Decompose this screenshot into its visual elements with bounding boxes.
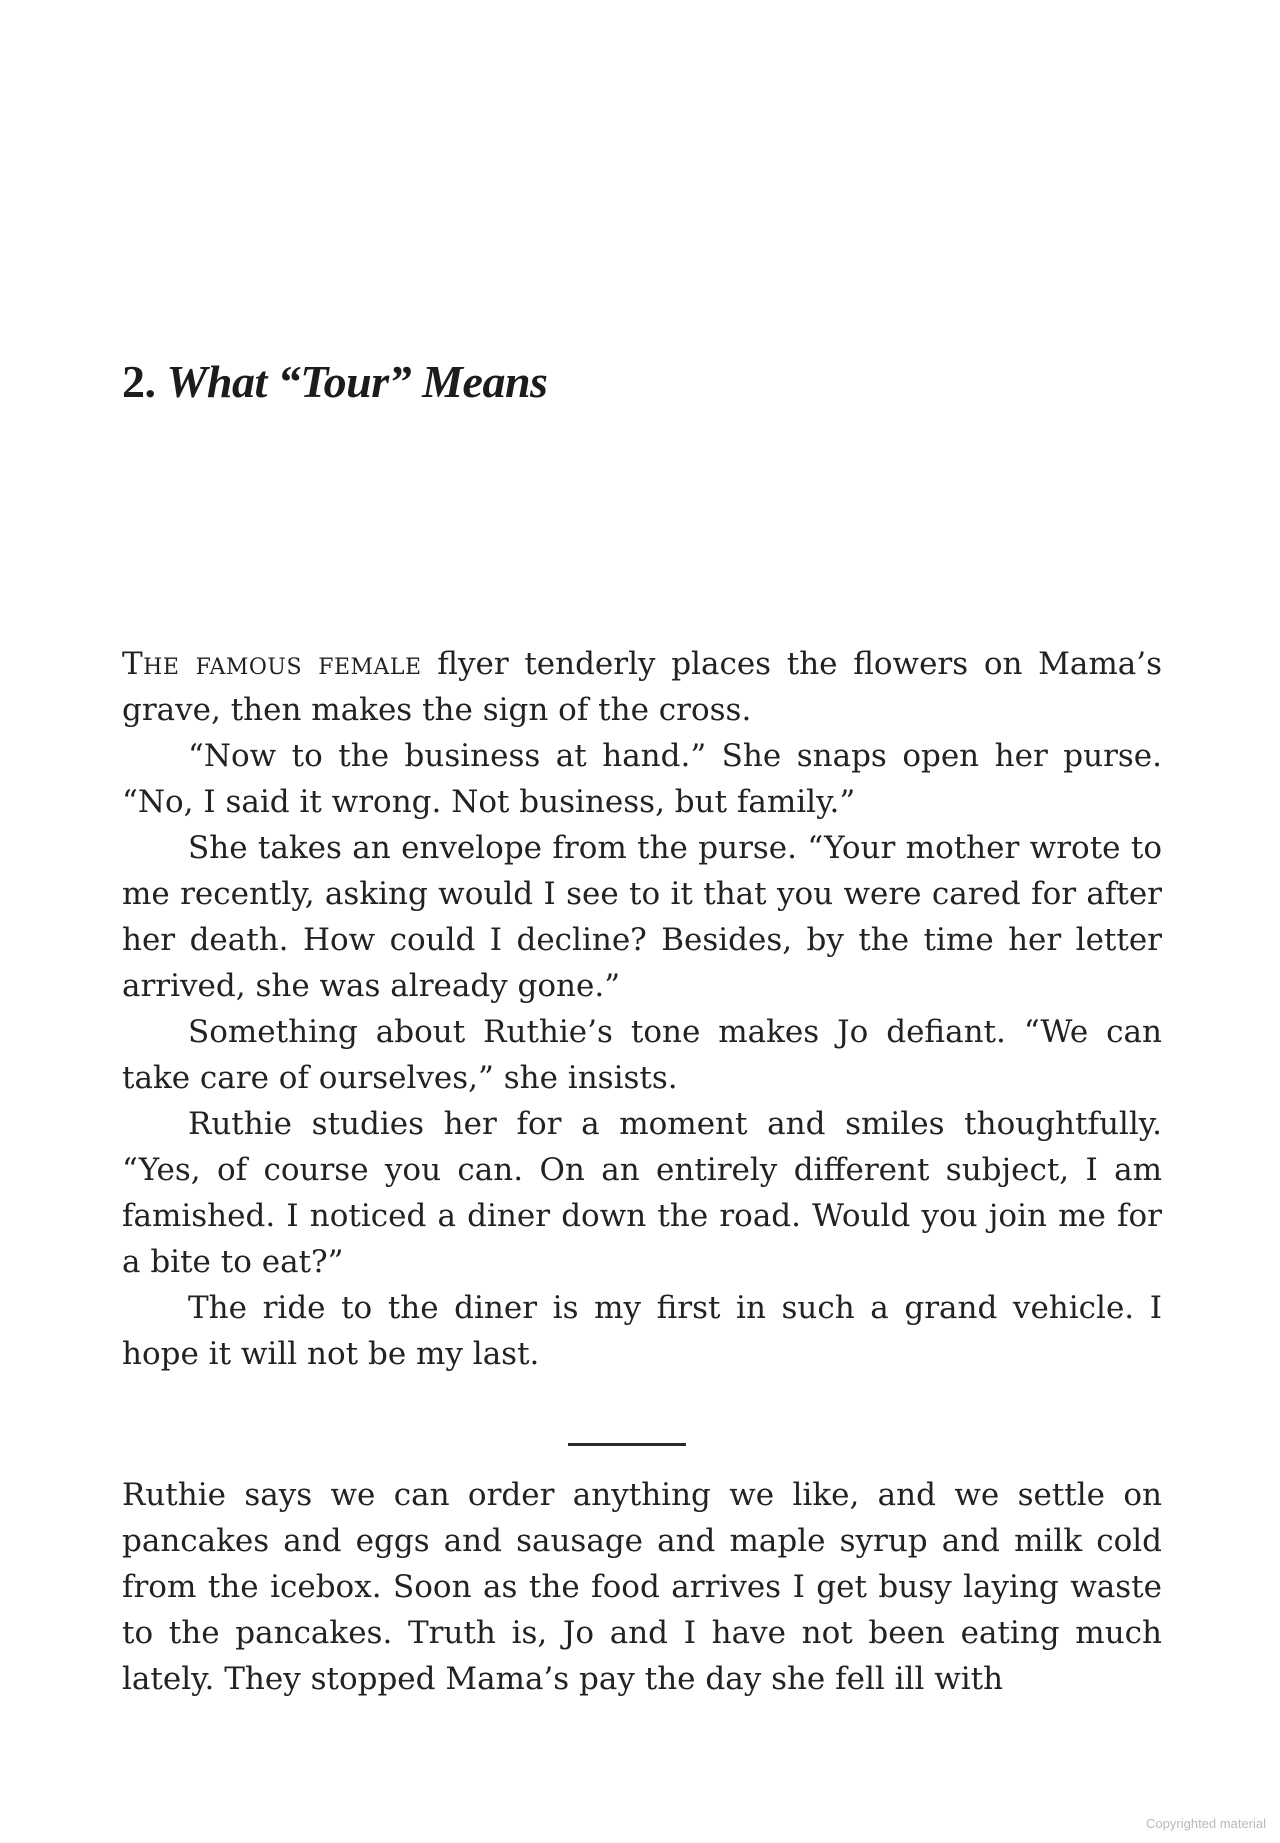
copyright-notice: Copyrighted material: [1146, 1816, 1266, 1831]
paragraph-text: flyer tenderly places the flowers on Mama’s grave, then makes the sign of the cross.: [122, 646, 1162, 728]
paragraph: “Now to the business at hand.” She snaps open her purse. “No, I said it wrong. Not business, but family.”: [122, 738, 1162, 820]
paragraph: Ruthie says we can order anything we like, and we settle on pancakes and eggs and sausage and maple syrup and milk cold from the icebox. Soon as the food arrives I get busy laying waste to the pancakes. Truth is, Jo and I have not been eating much lately. They stopped Mama’s pay the day she fell ill with: [122, 1477, 1162, 1697]
chapter-name: What “Tour” Means: [166, 356, 548, 407]
section-one: [122, 641, 1162, 1377]
paragraph: She takes an envelope from the purse. “Your mother wrote to me recently, asking would I see to it that you were cared for after her death. How could I decline? Besides, by the time her letter arrived, she was already gone.”: [122, 830, 1162, 1004]
paragraph: Ruthie studies her for a moment and smiles thoughtfully. “Yes, of course you can. On an entirely different subject, I am famished. I noticed a diner down the road. Would you join me for a bite to eat?”: [122, 1106, 1162, 1280]
scene-break-divider: [568, 1443, 686, 1446]
opening-smallcaps: The famous female: [122, 646, 422, 682]
paragraph: Something about Ruthie’s tone makes Jo defiant. “We can take care of ourselves,” she insists.: [122, 1014, 1162, 1096]
paragraph: [122, 641, 1162, 733]
chapter-title: [122, 355, 547, 408]
section-two: [122, 1472, 1162, 1702]
paragraph: The ride to the diner is my first in such a grand vehicle. I hope it will not be my last.: [122, 1290, 1162, 1372]
chapter-number: 2.: [122, 356, 156, 407]
